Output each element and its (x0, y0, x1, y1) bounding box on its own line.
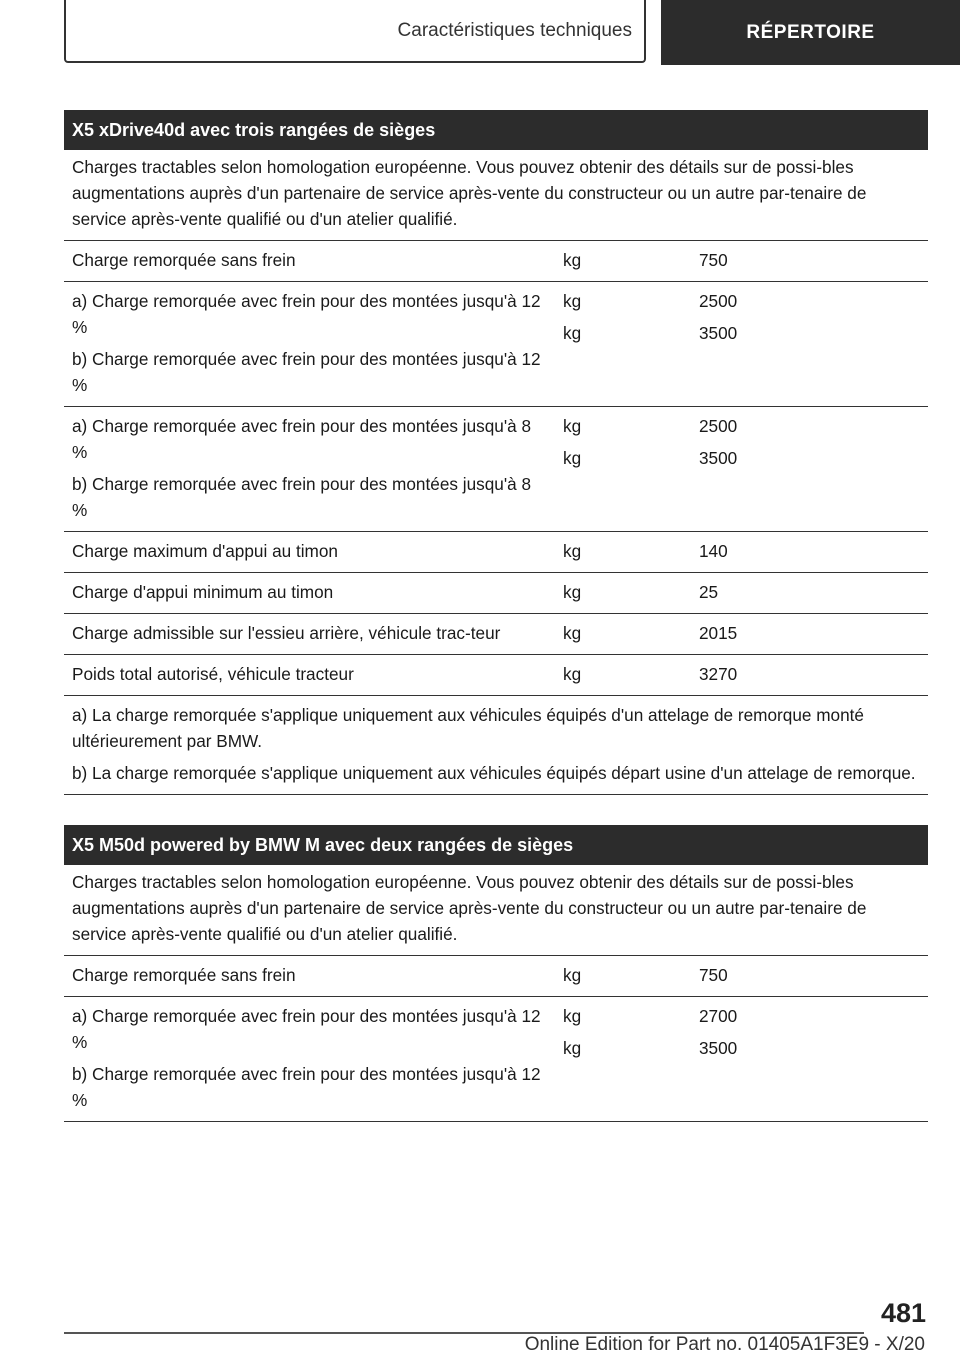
label-line: Charge remorquée sans frein (72, 965, 296, 985)
section-title: X5 xDrive40d avec trois rangées de sièges (64, 110, 928, 150)
table-row (64, 282, 928, 407)
numeric-value: 2500 (699, 291, 738, 311)
page-number: 481 (880, 1298, 926, 1328)
row-unit (555, 614, 691, 654)
row-unit (555, 997, 691, 1121)
footnote: a) La charge remorquée s'applique uniquement aux véhicules équipés d'un attelage de remorque monté ultérieurement par BMW. (72, 705, 864, 751)
label-line: a) Charge remorquée avec frein pour des montées jusqu'à 12 % (72, 1006, 541, 1052)
label-line: a) Charge remorquée avec frein pour des montées jusqu'à 12 % (72, 291, 541, 337)
row-value (691, 655, 928, 695)
row-label (64, 614, 555, 654)
row-unit (555, 407, 691, 531)
table-row (64, 407, 928, 532)
numeric-value: 2500 (699, 416, 738, 436)
label-line: b) Charge remorquée avec frein pour des montées jusqu'à 12 % (72, 349, 541, 395)
row-value (691, 532, 928, 572)
table-row (64, 655, 928, 696)
spec-content (64, 110, 928, 1152)
label-line: a) Charge remorquée avec frein pour des montées jusqu'à 8 % (72, 416, 532, 462)
numeric-value: 2700 (699, 1006, 738, 1026)
row-unit (555, 241, 691, 281)
unit-value: kg (563, 623, 582, 643)
section-title: X5 M50d powered by BMW M avec deux rangées de sièges (64, 825, 928, 865)
row-label (64, 532, 555, 572)
label-line: Charge remorquée sans frein (72, 250, 296, 270)
numeric-value: 3500 (699, 1038, 738, 1058)
label-line: Poids total autorisé, véhicule tracteur (72, 664, 354, 684)
numeric-value: 25 (699, 582, 719, 602)
row-label (64, 573, 555, 613)
footnotes (64, 696, 928, 795)
row-unit (555, 956, 691, 996)
table-row (64, 532, 928, 573)
section-tab[interactable] (64, 0, 646, 63)
unit-value: kg (563, 448, 582, 468)
section-tab-label: Caractéristiques techniques (397, 19, 632, 41)
label-line: Charge admissible sur l'essieu arrière, véhicule trac-teur (72, 623, 501, 643)
label-line: Charge maximum d'appui au timon (72, 541, 338, 561)
numeric-value: 750 (699, 965, 728, 985)
unit-value: kg (563, 965, 582, 985)
row-label (64, 241, 555, 281)
unit-value: kg (563, 416, 582, 436)
numeric-value: 3500 (699, 448, 738, 468)
table-row (64, 956, 928, 997)
row-unit (555, 532, 691, 572)
section-intro: Charges tractables selon homologation européenne. Vous pouvez obtenir des détails sur de possi-bles augmentations auprès d'un partenaire de service après-vente du constructeur ou un autre par-tenaire de service après-vente qualifié ou d'un atelier qualifié. (64, 865, 928, 956)
spec-section (64, 825, 928, 1122)
unit-value: kg (563, 582, 582, 602)
row-value (691, 241, 928, 281)
unit-value: kg (563, 323, 582, 343)
table-row (64, 614, 928, 655)
unit-value: kg (563, 250, 582, 270)
footnote: b) La charge remorquée s'applique uniquement aux véhicules équipés départ usine d'un attelage de remorque. (72, 763, 916, 783)
page-header (0, 0, 960, 66)
numeric-value: 2015 (699, 623, 738, 643)
row-label (64, 282, 555, 406)
section-intro: Charges tractables selon homologation européenne. Vous pouvez obtenir des détails sur de possi-bles augmentations auprès d'un partenaire de service après-vente du constructeur ou un autre par-tenaire de service après-vente qualifié ou d'un atelier qualifié. (64, 150, 928, 241)
row-value (691, 573, 928, 613)
footer-edition: Online Edition for Part no. 01405A1F3E9 - X/20 (524, 1334, 925, 1355)
spec-section (64, 110, 928, 795)
table-row (64, 241, 928, 282)
row-label (64, 407, 555, 531)
numeric-value: 3500 (699, 323, 738, 343)
unit-value: kg (563, 664, 582, 684)
unit-value: kg (563, 541, 582, 561)
row-label (64, 655, 555, 695)
unit-value: kg (563, 1038, 582, 1058)
row-value (691, 282, 928, 406)
label-line: b) Charge remorquée avec frein pour des montées jusqu'à 8 % (72, 474, 532, 520)
numeric-value: 3270 (699, 664, 738, 684)
row-unit (555, 573, 691, 613)
unit-value: kg (563, 1006, 582, 1026)
numeric-value: 750 (699, 250, 728, 270)
row-unit (555, 282, 691, 406)
row-label (64, 956, 555, 996)
label-line: Charge d'appui minimum au timon (72, 582, 334, 602)
label-line: b) Charge remorquée avec frein pour des montées jusqu'à 12 % (72, 1064, 541, 1110)
index-tab-label: RÉPERTOIRE (746, 21, 875, 43)
row-label (64, 997, 555, 1121)
row-value (691, 407, 928, 531)
row-value (691, 997, 928, 1121)
row-value (691, 956, 928, 996)
unit-value: kg (563, 291, 582, 311)
row-value (691, 614, 928, 654)
index-tab[interactable] (661, 0, 960, 65)
row-unit (555, 655, 691, 695)
table-row (64, 997, 928, 1122)
table-row (64, 573, 928, 614)
numeric-value: 140 (699, 541, 728, 561)
